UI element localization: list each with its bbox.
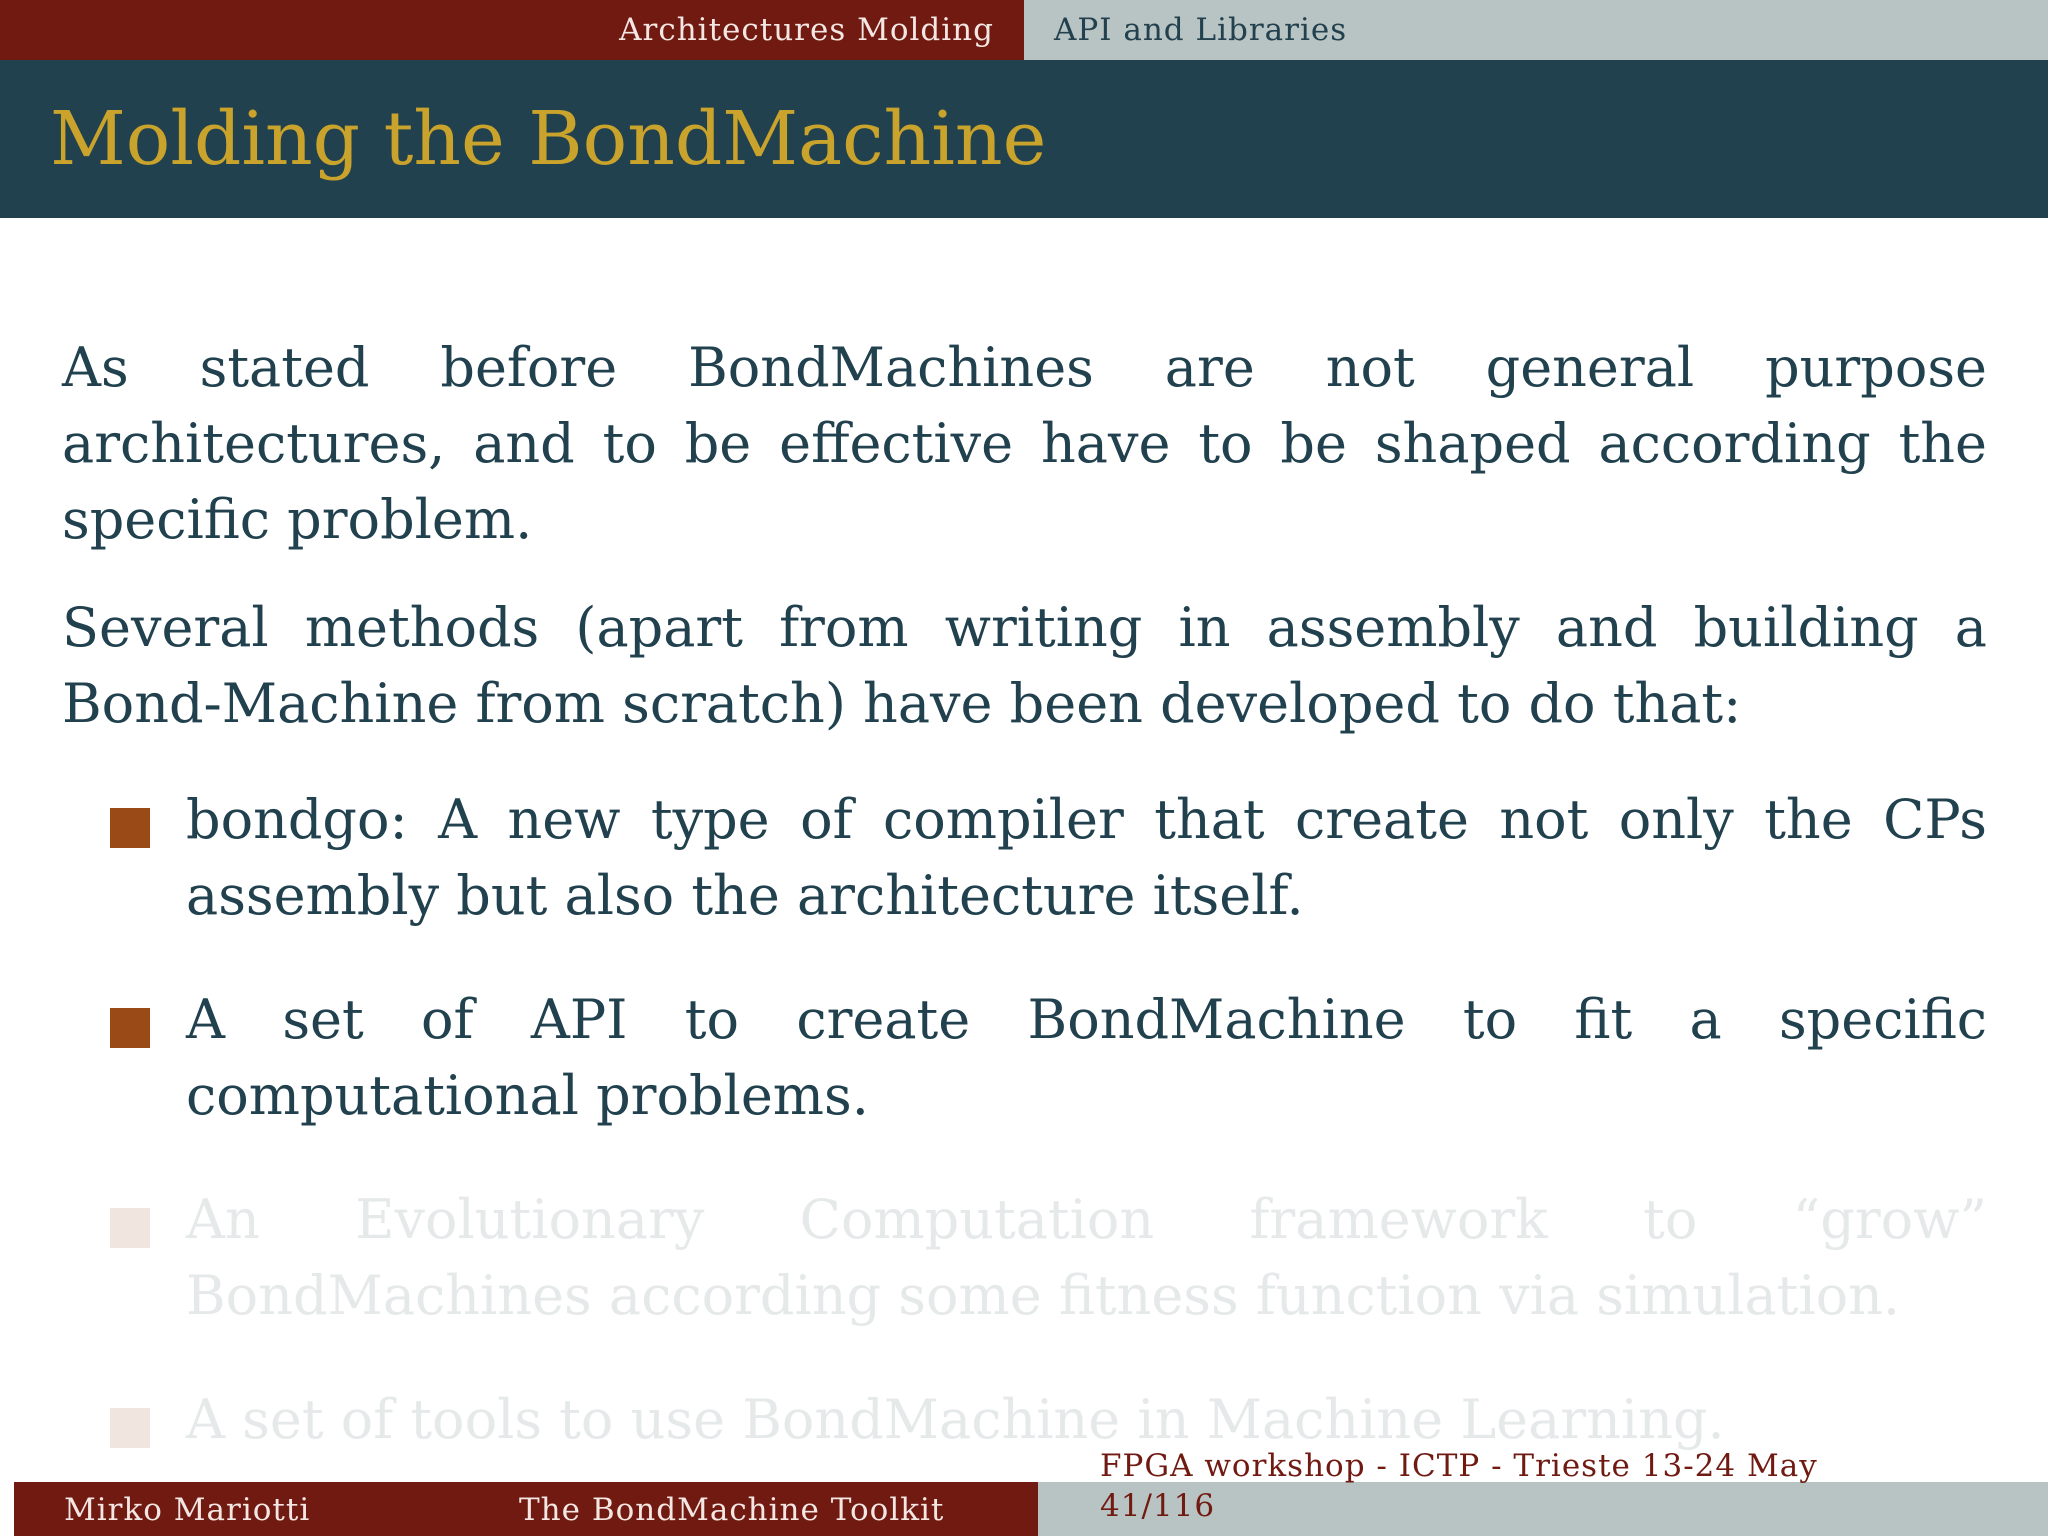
square-bullet-icon [110,1208,150,1248]
list-item-text: A set of tools to use BondMachine in Machine Learning. [186,1388,1725,1451]
list-item [62,982,1987,1134]
nav-section-label: Architectures Molding [619,12,994,48]
footer-left [14,1482,1038,1536]
slide-title: Molding the BondMachine [50,96,1047,182]
square-bullet-icon [110,1008,150,1048]
title-bar [0,60,2048,218]
footer-talk-title: The BondMachine Toolkit [519,1492,945,1528]
methods-list [62,782,1987,1458]
list-item [62,782,1987,934]
intro-paragraph: As stated before BondMachines are not general purpose architectures, and to be effective have to be shaped according the specific problem. [62,336,1987,551]
nav-section-link[interactable] [0,0,1024,60]
footer-event-info [1100,1446,2040,1526]
footer-page-number: 41/116 [1100,1488,1216,1524]
square-bullet-icon [110,808,150,848]
list-item [62,1182,1987,1334]
list-item-text: A set of API to create BondMachine to fit a specific computational problems. [186,988,1987,1127]
footer-author: Mirko Mariotti [64,1492,311,1528]
list-item-text: bondgo: A new type of compiler that create not only the CPs assembly but also the architecture itself. [186,788,1987,927]
square-bullet-icon [110,1408,150,1448]
list-item-text: An Evolutionary Computation framework to “grow” BondMachines according some fitness function via simulation. [186,1188,1987,1327]
top-navigation [0,0,2048,60]
footer-event: FPGA workshop - ICTP - Trieste 13-24 May [1100,1448,1818,1484]
nav-subsection-link[interactable] [1024,0,2048,60]
slide-content [62,330,1987,1506]
methods-paragraph: Several methods (apart from writing in assembly and building a Bond-Machine from scratch) have been developed to do that: [62,596,1987,735]
nav-subsection-label: API and Libraries [1054,12,1348,48]
